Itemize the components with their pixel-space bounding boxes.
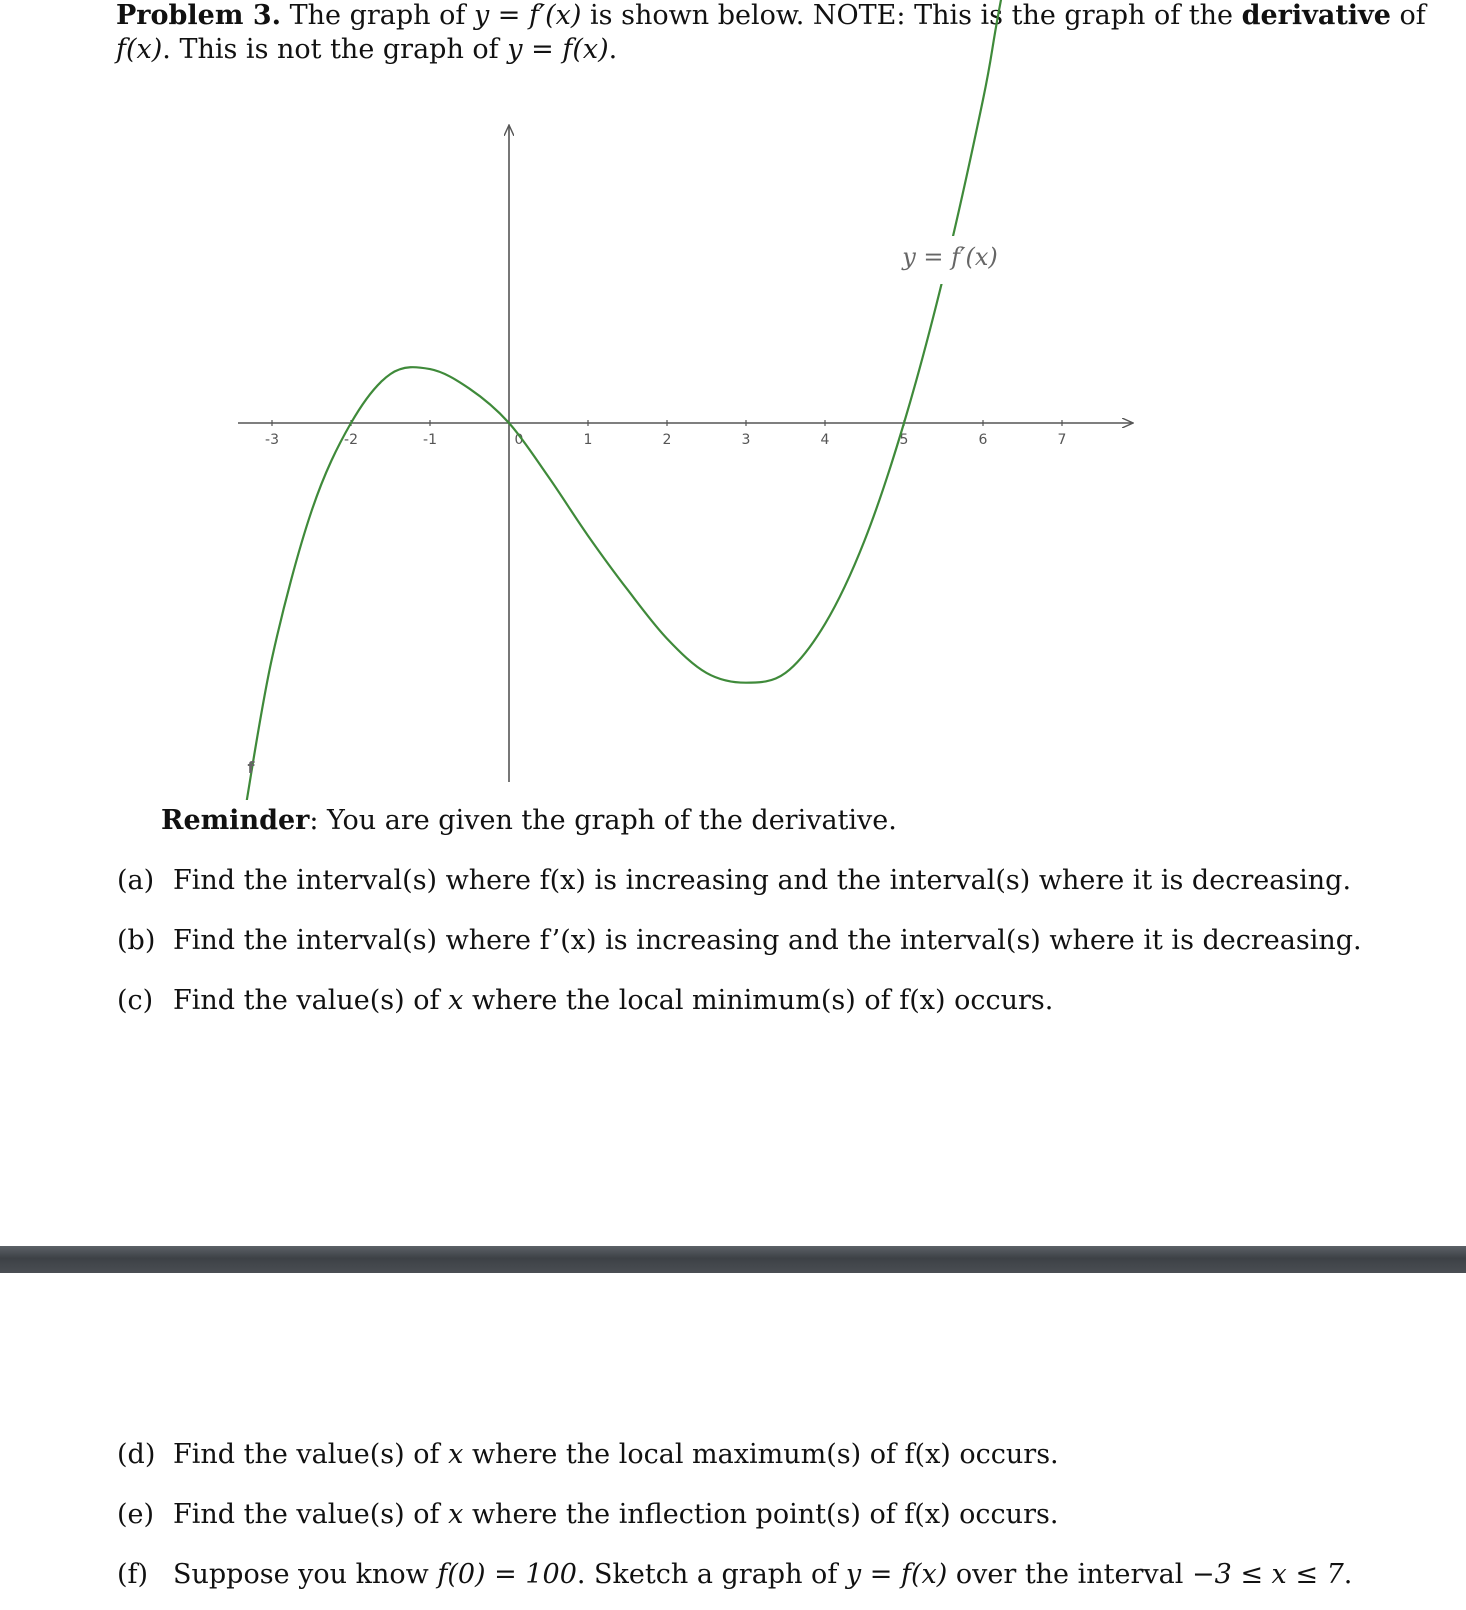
- item-math-f-interval: −3 ≤ x ≤ 7: [1191, 1559, 1344, 1590]
- header-text-3: of: [1399, 0, 1426, 31]
- x-tick-label: 4: [820, 432, 830, 448]
- item-math-f0: f(0) = 100: [437, 1559, 577, 1590]
- item-text-a: Find the interval(s) where f(x) is increasing and the interval(s) where it is decreasing.: [173, 865, 1352, 896]
- x-tick-label: -2: [344, 432, 358, 448]
- header-text-4: . This is not the graph of: [162, 34, 499, 65]
- item-text-d-post: where the local maximum(s) of f(x) occurs.: [471, 1439, 1059, 1470]
- derivative-graph: [0, 0, 1466, 800]
- x-tick-label: 2: [662, 432, 672, 448]
- x-tick-label: 7: [1057, 432, 1067, 448]
- item-label-e: (e): [117, 1499, 155, 1530]
- question-item-f: [117, 1559, 1352, 1591]
- item-label-a: (a): [117, 865, 155, 896]
- x-tick-label: 6: [978, 432, 988, 448]
- item-label-d: (d): [117, 1439, 156, 1470]
- corner-label: f: [247, 758, 255, 777]
- item-text-e-pre: Find the value(s) of: [173, 1499, 440, 1530]
- item-math-f-y: y = f(x): [845, 1559, 948, 1590]
- x-tick-labels: [265, 432, 1066, 448]
- header-text-1: The graph of: [289, 0, 466, 31]
- x-tick-label: -1: [423, 432, 437, 448]
- x-tick-label: 5: [899, 432, 909, 448]
- question-item-d: [117, 1439, 1059, 1471]
- item-text-d-pre: Find the value(s) of: [173, 1439, 440, 1470]
- problem-label: Problem 3.: [116, 0, 282, 31]
- header-math-y-eq-f: y = f(x): [507, 34, 609, 65]
- item-math-d: x: [448, 1439, 464, 1470]
- reminder-bold: Reminder: [161, 805, 310, 836]
- header-text-5: .: [608, 34, 618, 65]
- page-divider: [0, 1246, 1466, 1273]
- item-label-c: (c): [117, 985, 154, 1016]
- item-text-c-post: where the local minimum(s) of f(x) occurs.: [471, 985, 1054, 1016]
- x-tick-label: 3: [741, 432, 751, 448]
- item-text-f-mid2: over the interval: [955, 1559, 1184, 1590]
- item-label-b: (b): [117, 925, 156, 956]
- header-bold-derivative: derivative: [1241, 0, 1391, 31]
- item-text-e-post: where the inflection point(s) of f(x) occurs.: [471, 1499, 1059, 1530]
- question-item-e: [117, 1499, 1058, 1531]
- curve-label: y = f′(x): [902, 243, 998, 271]
- item-label-f: (f): [117, 1559, 149, 1590]
- question-item-a: [117, 865, 1351, 897]
- question-item-c: [117, 985, 1053, 1017]
- header-math-f: f(x): [116, 34, 163, 65]
- reminder-text: [161, 805, 897, 837]
- header-math-derivative: y = f′(x): [473, 0, 582, 31]
- x-tick-label: 1: [583, 432, 593, 448]
- item-text-f-mid: . Sketch a graph of: [576, 1559, 838, 1590]
- reminder-body: : You are given the graph of the derivative.: [309, 805, 897, 836]
- x-tick-label: -3: [265, 432, 279, 448]
- item-text-b: Find the interval(s) where f’(x) is increasing and the interval(s) where it is decreasing.: [173, 925, 1362, 956]
- item-text-f-post: .: [1343, 1559, 1353, 1590]
- question-item-b: [117, 925, 1362, 957]
- item-math-c: x: [448, 985, 464, 1016]
- item-math-e: x: [448, 1499, 464, 1530]
- x-tick-label: 0: [514, 432, 524, 448]
- item-text-c-pre: Find the value(s) of: [173, 985, 440, 1016]
- header-text-2: is shown below. NOTE: This is the graph of the: [590, 0, 1234, 31]
- item-text-f-pre: Suppose you know: [173, 1559, 429, 1590]
- derivative-curve: [244, 0, 1030, 800]
